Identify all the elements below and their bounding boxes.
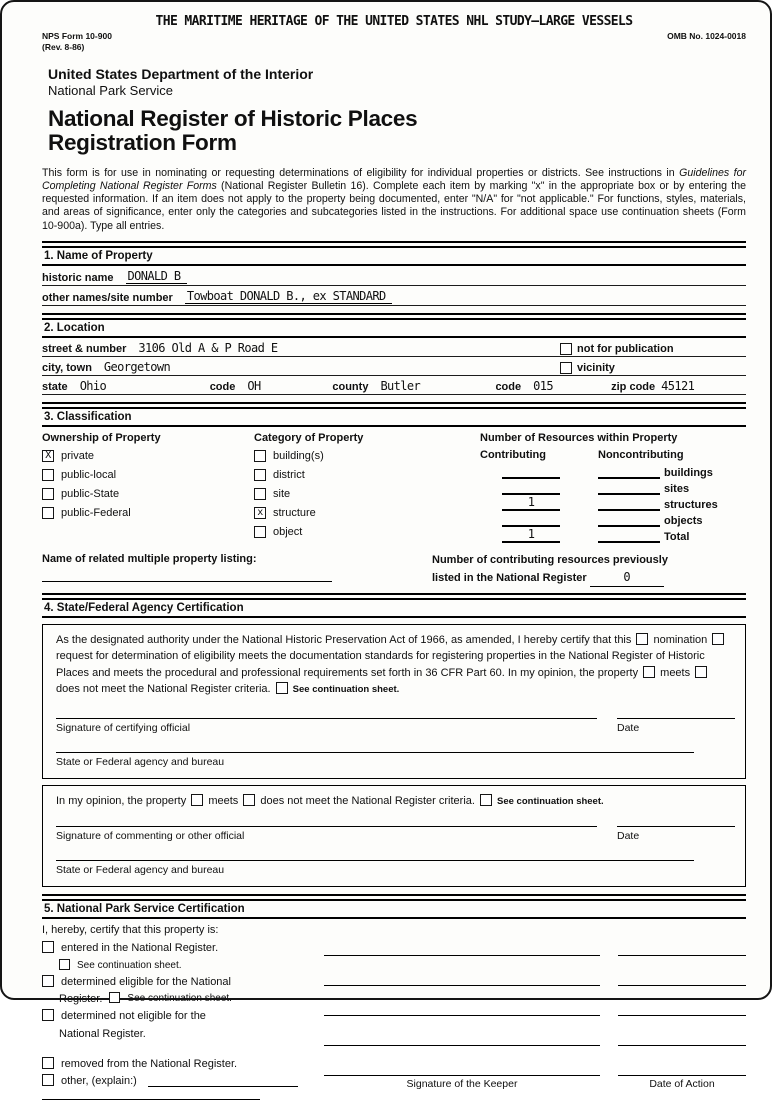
- agency-bureau2-label: State or Federal agency and bureau: [56, 863, 225, 876]
- section-divider: [42, 313, 746, 320]
- structures-row-label: structures: [664, 498, 718, 511]
- certifying-date-label: Date: [617, 721, 640, 734]
- form-number: NPS Form 10-900: [42, 31, 112, 41]
- continuation2-label: See continuation sheet.: [497, 796, 604, 808]
- keeper-labels-row: [324, 1076, 746, 1090]
- request-checkbox[interactable]: [712, 633, 724, 645]
- keeper-lines-column: [298, 922, 746, 1103]
- option-determined-eligible: [42, 975, 298, 989]
- determined-eligible-checkbox[interactable]: [42, 975, 54, 987]
- contributing-structures-value: 1: [502, 495, 560, 511]
- historic-name-row: [42, 266, 746, 286]
- cert1-text-1: As the designated authority under the National Historic Preservation Act of 1966, as amended, I hereby certify that this: [56, 633, 632, 646]
- buildings-label: building(s): [273, 449, 324, 462]
- not-for-publication-checkbox[interactable]: [560, 343, 572, 355]
- continuation-label: See continuation sheet.: [292, 684, 400, 696]
- option-other: [42, 1074, 298, 1088]
- spacer: [42, 1044, 298, 1057]
- noncontributing-structures-blank: [598, 495, 660, 511]
- ownership-option-private: [42, 449, 254, 463]
- resources-header: [480, 449, 746, 461]
- classification-columns: [42, 432, 746, 544]
- previously-listed-value: 0: [590, 569, 664, 587]
- public-state-checkbox[interactable]: [42, 488, 54, 500]
- continuation2-checkbox[interactable]: [480, 794, 492, 806]
- category-option-structure: [254, 506, 480, 520]
- instructions-italic-title: Guidelines for Completing National Register Forms: [42, 167, 746, 193]
- meets-label: meets: [660, 666, 691, 679]
- cert1-text-3: does not meet the National Register criteria.: [56, 683, 271, 696]
- option-entered: [42, 941, 298, 955]
- noncontributing-buildings-blank: [598, 463, 660, 479]
- section4-heading: 4. State/Federal Agency Certification: [42, 600, 746, 618]
- keeper-row-5: [324, 1046, 746, 1076]
- certification-box-2: [42, 785, 746, 887]
- county-label: county: [332, 380, 369, 393]
- state-label: state: [42, 380, 68, 393]
- public-local-checkbox[interactable]: [42, 469, 54, 481]
- resource-row-total: [480, 528, 746, 543]
- entered-checkbox[interactable]: [42, 941, 54, 953]
- structure-checkbox[interactable]: x: [254, 507, 266, 519]
- previously-listed-block: [432, 553, 746, 587]
- meets2-checkbox[interactable]: [191, 794, 203, 806]
- certifying-signature-line: [56, 718, 597, 737]
- public-federal-label: public-Federal: [61, 506, 131, 519]
- zip-label: zip code: [611, 380, 656, 393]
- nps-options-column: [42, 922, 298, 1103]
- form-instructions: [42, 167, 746, 233]
- private-checkbox[interactable]: X: [42, 450, 54, 462]
- keeper-row-4: [324, 1016, 746, 1046]
- category-option-buildings: [254, 449, 480, 463]
- instructions-text: This form is for use in nominating or requesting determinations of eligibility for individual properties or districts. See instructions in: [42, 167, 680, 180]
- site-checkbox[interactable]: [254, 488, 266, 500]
- omb-number: OMB No. 1024-0018: [667, 31, 746, 41]
- determined-not-eligible-label: determined not eligible for the: [61, 1010, 206, 1023]
- other-checkbox[interactable]: [42, 1074, 54, 1086]
- other-names-row: [42, 286, 746, 306]
- public-federal-checkbox[interactable]: [42, 507, 54, 519]
- ownership-option-public-federal: [42, 506, 254, 520]
- determined-not-eligible-checkbox[interactable]: [42, 1009, 54, 1021]
- noncontributing-header: Noncontributing: [598, 448, 684, 461]
- agency-bureau-label: State or Federal agency and bureau: [56, 755, 225, 768]
- public-local-label: public-local: [61, 468, 117, 481]
- street-value: 3106 Old A & P Road E: [138, 340, 278, 355]
- section-divider: [42, 402, 746, 409]
- category-column: [254, 432, 480, 544]
- eligible-continuation-checkbox[interactable]: [109, 992, 120, 1003]
- section-divider: [42, 593, 746, 600]
- zip-value: 45121: [661, 378, 695, 393]
- eligible-continuation-label: See continuation sheet.: [127, 993, 232, 1005]
- form-title: [48, 107, 746, 154]
- buildings-checkbox[interactable]: [254, 450, 266, 462]
- section-divider: [42, 241, 746, 248]
- cert2-text-2: does not meet the National Register criteria.: [260, 795, 475, 808]
- sites-row-label: sites: [664, 482, 690, 495]
- city-row: [42, 357, 746, 376]
- site-label: site: [273, 487, 291, 500]
- related-listing-label: Name of related multiple property listing:: [42, 552, 257, 565]
- contributing-total-value: 1: [502, 527, 560, 543]
- cert2-text-1: In my opinion, the property: [56, 795, 187, 808]
- ownership-title: Ownership of Property: [42, 431, 161, 444]
- section5-heading: 5. National Park Service Certification: [42, 901, 746, 919]
- not-for-publication-group: [560, 343, 746, 355]
- certifying-signature-label: Signature of certifying official: [56, 721, 191, 734]
- county-value: Butler: [380, 378, 421, 393]
- county-code-label: code: [495, 380, 522, 393]
- nomination-checkbox[interactable]: [636, 633, 648, 645]
- city-label: city, town: [42, 361, 92, 374]
- keeper-row-3: [324, 986, 746, 1016]
- nps-intro: I, hereby, certify that this property is:: [42, 924, 219, 937]
- meets2-label: meets: [208, 795, 239, 808]
- removed-label: removed from the National Register.: [61, 1057, 238, 1070]
- vicinity-checkbox[interactable]: [560, 362, 572, 374]
- city-value: Georgetown: [103, 359, 171, 374]
- ownership-option-public-local: [42, 468, 254, 482]
- not-for-publication-label: not for publication: [577, 342, 674, 355]
- ownership-column: [42, 432, 254, 544]
- keeper-row-2: [324, 956, 746, 986]
- continuation-checkbox[interactable]: [276, 682, 288, 694]
- private-label: private: [61, 449, 95, 462]
- section2-heading: 2. Location: [42, 320, 746, 338]
- category-option-object: [254, 525, 480, 539]
- option-removed: [42, 1057, 298, 1071]
- study-banner: THE MARITIME HERITAGE OF THE UNITED STATES NHL STUDY—LARGE VESSELS: [155, 14, 633, 29]
- certifying-date-line: [617, 718, 735, 737]
- section1-heading: 1. Name of Property: [42, 248, 746, 266]
- district-checkbox[interactable]: [254, 469, 266, 481]
- department-name: United States Department of the Interior: [48, 66, 314, 83]
- eligible-register-label: Register.: [59, 993, 103, 1006]
- county-code-value: 015: [533, 378, 553, 393]
- commenting-signature-label: Signature of commenting or other official: [56, 829, 245, 842]
- agency-bureau-line-2: [56, 860, 694, 879]
- total-row-label: Total: [664, 530, 690, 543]
- category-option-district: [254, 468, 480, 482]
- entered-continuation-label: See continuation sheet.: [77, 959, 182, 971]
- category-option-site: [254, 487, 480, 501]
- date-of-action-label: Date of Action: [649, 1078, 715, 1091]
- resources-title: Number of Resources within Property: [480, 431, 678, 444]
- object-label: object: [273, 525, 303, 538]
- district-label: district: [273, 468, 305, 481]
- does-not-meet-checkbox[interactable]: [695, 666, 707, 678]
- form-revision: (Rev. 8-86): [42, 41, 85, 52]
- cert1-text-2: request for determination of eligibility meets the documentation standards for registering properties in the National Register of Historic Places and meets the procedural and professional requirements set forth in 36 CFR Part 60. In my opinion, the property: [56, 650, 705, 679]
- resources-column: [480, 432, 746, 544]
- street-label: street & number: [42, 342, 127, 355]
- keeper-signature-label: Signature of the Keeper: [406, 1078, 518, 1091]
- not-eligible-register-label: National Register.: [59, 1027, 146, 1040]
- other-names-value: Towboat DONALD B., ex STANDARD: [185, 289, 392, 304]
- contributing-buildings-blank: [502, 463, 560, 479]
- removed-checkbox[interactable]: [42, 1057, 54, 1069]
- resource-row-structures: [480, 496, 746, 511]
- other-continuation-blank: [42, 1099, 260, 1104]
- bureau-name: National Park Service: [48, 83, 173, 99]
- resource-row-sites: [480, 480, 746, 495]
- object-checkbox[interactable]: [254, 526, 266, 538]
- form-title-line1: National Register of Historic Places: [48, 106, 418, 132]
- form-title-line2: Registration Form: [48, 129, 237, 155]
- previously-listed-text2: listed in the National Register: [432, 571, 587, 584]
- noncontributing-total-blank: [598, 527, 660, 543]
- structure-label: structure: [273, 506, 316, 519]
- keeper-row-1: [324, 922, 746, 956]
- section3-heading: 3. Classification: [42, 409, 746, 427]
- instructions-text-continued: (National Register Bulletin 16). Complete each item by marking "x" in the appropriate box or by entering the requested information. If an item does not apply to the property being documented, enter "N/A" for "not applicable." For functions, styles, materials, and areas of significance, enter only the categories and subcategories listed in the instructions. For additional space use continuation sheets (Form 10-900a). Type all entries.: [42, 180, 746, 232]
- commenting-date-label: Date: [617, 829, 640, 842]
- not-eligible-line2: [59, 1027, 298, 1041]
- other-names-label: other names/site number: [42, 291, 173, 304]
- related-listing-row: [42, 553, 746, 587]
- form-meta: [42, 31, 746, 52]
- resource-row-objects: [480, 512, 746, 527]
- related-listing-block: [42, 553, 432, 587]
- objects-row-label: objects: [664, 514, 703, 527]
- street-row: [42, 338, 746, 357]
- option-entered-continuation: [59, 959, 298, 972]
- other-label: other, (explain:): [61, 1075, 137, 1088]
- entered-continuation-checkbox[interactable]: [59, 959, 70, 970]
- historic-name-value: DONALD B: [126, 269, 187, 284]
- state-row: [42, 376, 746, 395]
- contributing-objects-blank: [502, 511, 560, 527]
- state-value: Ohio: [79, 378, 107, 393]
- does-not-meet2-checkbox[interactable]: [243, 794, 255, 806]
- resource-row-buildings: [480, 464, 746, 479]
- historic-name-label: historic name: [42, 271, 114, 284]
- certifying-signature-row: [56, 718, 735, 737]
- ownership-option-public-state: [42, 487, 254, 501]
- previously-listed-text1: Number of contributing resources previously: [432, 553, 668, 566]
- category-title: Category of Property: [254, 431, 364, 444]
- determined-eligible-label: determined eligible for the National: [61, 975, 231, 988]
- meets-checkbox[interactable]: [643, 666, 655, 678]
- vicinity-label: vicinity: [577, 361, 615, 374]
- certification-box-1: [42, 624, 746, 780]
- option-eligible-continuation: [59, 992, 298, 1006]
- public-state-label: public-State: [61, 487, 120, 500]
- commenting-signature-line: [56, 826, 597, 845]
- commenting-signature-row: [56, 826, 735, 845]
- state-code-label: code: [209, 380, 236, 393]
- nomination-label: nomination: [653, 633, 708, 646]
- contributing-header: Contributing: [480, 448, 546, 461]
- vicinity-group: [560, 362, 746, 374]
- contributing-sites-blank: [502, 479, 560, 495]
- agency-block: [48, 66, 746, 98]
- noncontributing-sites-blank: [598, 479, 660, 495]
- related-listing-blank: [42, 565, 332, 582]
- nps-certification-body: [42, 922, 746, 1103]
- noncontributing-objects-blank: [598, 511, 660, 527]
- commenting-date-line: [617, 826, 735, 845]
- buildings-row-label: buildings: [664, 466, 713, 479]
- section-divider: [42, 894, 746, 901]
- option-determined-not-eligible: [42, 1009, 298, 1023]
- form-number-block: [42, 31, 112, 52]
- other-explain-blank: [148, 1074, 298, 1087]
- agency-bureau-line: [56, 752, 694, 771]
- entered-label: entered in the National Register.: [61, 942, 219, 955]
- state-code-value: OH: [247, 378, 261, 393]
